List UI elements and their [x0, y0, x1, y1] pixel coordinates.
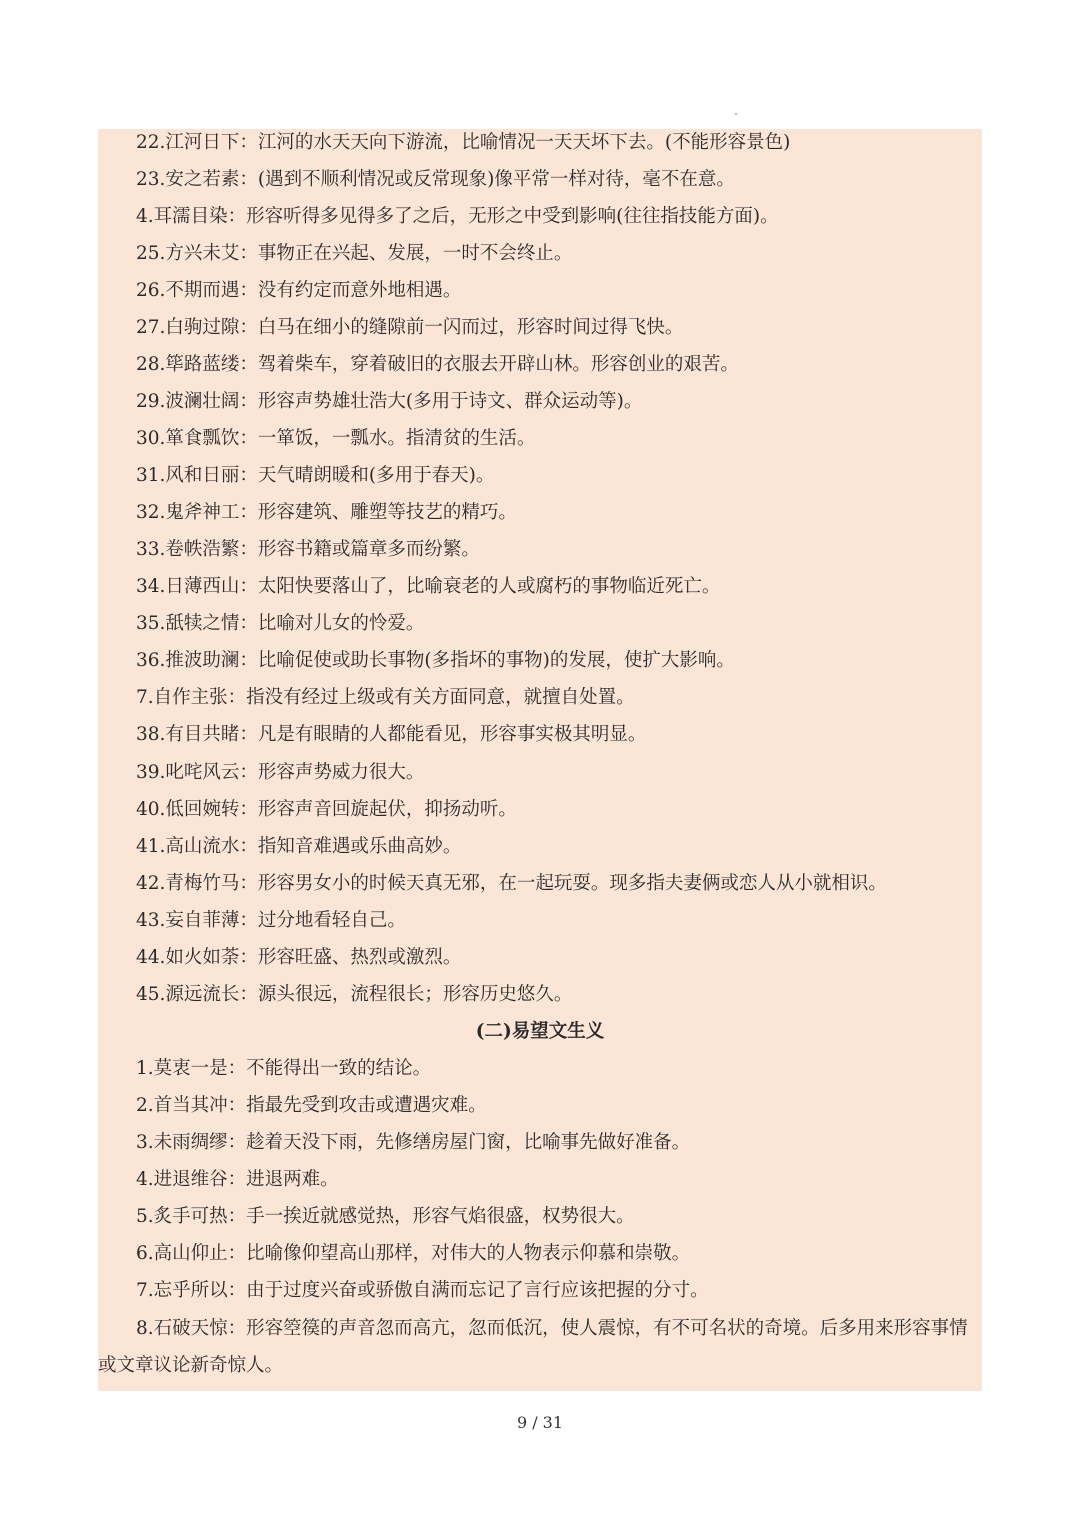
idiom-entry: 26.不期而遇：没有约定而意外地相遇。 — [136, 280, 462, 301]
idiom-entry: 40.低回婉转：形容声音回旋起伏，抑扬动听。 — [136, 799, 517, 820]
idiom-entry: 6.高山仰止：比喻像仰望高山那样，对伟大的人物表示仰慕和崇敬。 — [136, 1243, 691, 1264]
idiom-entry: 5.炙手可热：手一挨近就感觉热，形容气焰很盛，权势很大。 — [136, 1206, 635, 1227]
page-number: 9 / 31 — [516, 1413, 564, 1432]
idiom-entry-multiline: 8.石破天惊：形容箜篌的声音忽而高亢，忽而低沉，使人震惊，有不可名状的奇境。后多用来形容事情或文章议论新奇惊人。 — [98, 1318, 968, 1376]
idiom-entry: 1.莫衷一是：不能得出一致的结论。 — [136, 1058, 432, 1079]
idiom-entry: 7.忘乎所以：由于过度兴奋或骄傲自满而忘记了言行应该把握的分寸。 — [136, 1280, 709, 1301]
idiom-entry: 4.耳濡目染：形容听得多见得多了之后，无形之中受到影响(往往指技能方面)。 — [136, 206, 779, 227]
idiom-entry: 4.进退维谷：进退两难。 — [136, 1169, 339, 1190]
idiom-entry: 32.鬼斧神工：形容建筑、雕塑等技艺的精巧。 — [136, 502, 517, 523]
idiom-entry: 36.推波助澜：比喻促使或助长事物(多指坏的事物)的发展，使扩大影响。 — [136, 650, 735, 671]
idiom-entry: 31.风和日丽：天气晴朗暖和(多用于春天)。 — [136, 465, 495, 486]
scan-speck — [735, 113, 737, 115]
idiom-entry: 41.高山流水：指知音难遇或乐曲高妙。 — [136, 836, 462, 857]
idiom-entry: 25.方兴未艾：事物正在兴起、发展，一时不会终止。 — [136, 243, 573, 264]
idiom-entry: 29.波澜壮阔：形容声势雄壮浩大(多用于诗文、群众运动等)。 — [136, 391, 643, 412]
idiom-entry: 22.江河日下：江河的水天天向下游流，比喻情况一天天坏下去。(不能形容景色) — [136, 132, 791, 153]
idiom-entry: 3.未雨绸缪：趁着天没下雨，先修缮房屋门窗，比喻事先做好准备。 — [136, 1132, 691, 1153]
idiom-entry: 35.舐犊之情：比喻对儿女的怜爱。 — [136, 613, 425, 634]
idiom-entry: 42.青梅竹马：形容男女小的时候天真无邪，在一起玩耍。现多指夫妻俩或恋人从小就相识。 — [136, 873, 887, 894]
idiom-entry: 30.箪食瓢饮：一箪饭，一瓢水。指清贫的生活。 — [136, 428, 536, 449]
idiom-entry: 33.卷帙浩繁：形容书籍或篇章多而纷繁。 — [136, 539, 480, 560]
idiom-entry: 7.自作主张：指没有经过上级或有关方面同意，就擅自处置。 — [136, 687, 635, 708]
section-heading: (二)易望文生义 — [475, 1021, 605, 1042]
idiom-entry: 43.妄自菲薄：过分地看轻自己。 — [136, 910, 406, 931]
idiom-entry: 27.白驹过隙：白马在细小的缝隙前一闪而过，形容时间过得飞快。 — [136, 317, 684, 338]
idiom-entry: 23.安之若素：(遇到不顺利情况或反常现象)像平常一样对待，毫不在意。 — [136, 169, 735, 190]
idiom-entry: 45.源远流长：源头很远，流程很长；形容历史悠久。 — [136, 984, 573, 1005]
idiom-entry: 44.如火如荼：形容旺盛、热烈或激烈。 — [136, 947, 462, 968]
idiom-entry: 39.叱咤风云：形容声势威力很大。 — [136, 762, 425, 783]
idiom-entry: 28.筚路蓝缕：驾着柴车，穿着破旧的衣服去开辟山林。形容创业的艰苦。 — [136, 354, 739, 375]
idiom-entry: 34.日薄西山：太阳快要落山了，比喻衰老的人或腐朽的事物临近死亡。 — [136, 576, 721, 597]
idiom-entry: 38.有目共睹：凡是有眼睛的人都能看见，形容事实极其明显。 — [136, 724, 647, 745]
idiom-entry: 2.首当其冲：指最先受到攻击或遭遇灾难。 — [136, 1095, 487, 1116]
